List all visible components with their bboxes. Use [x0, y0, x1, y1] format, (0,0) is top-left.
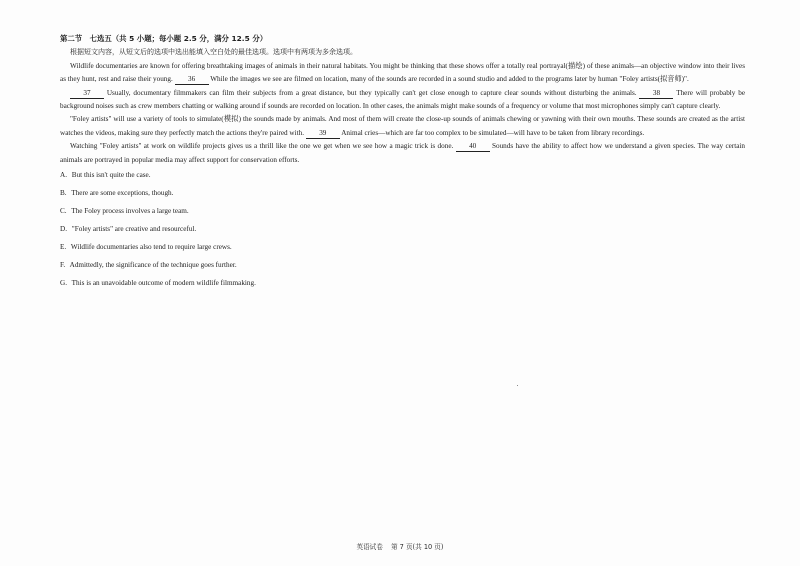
option-e: [60, 241, 745, 254]
option-letter: A.: [60, 171, 67, 180]
section-header: 第二节 七选五（共 5 小题；每小题 2.5 分，满分 12.5 分）: [60, 34, 268, 43]
blank-37: 37: [70, 88, 104, 99]
option-g: [60, 277, 745, 290]
option-letter: D.: [60, 224, 67, 233]
paragraph-text: "Foley artists" will use a variety of tools to simulate(模拟) the sounds made by animals. And most of them will create the close-up sounds of animals chewing or yawning with their own mouths. These sounds are created as the artist watches the videos, making sure they perfectly match the actions they're paired with.: [60, 115, 745, 137]
exam-content: [60, 32, 745, 294]
answer-options: [60, 169, 745, 290]
option-b: [60, 187, 745, 200]
paragraph-text: Animal cries—which are far too complex to be simulated—will have to be taken from library recordings.: [341, 128, 645, 137]
passage-paragraph-3: [60, 113, 745, 140]
option-f: [60, 259, 745, 272]
footer-subject: 英语试卷: [356, 543, 383, 551]
option-letter: B.: [60, 188, 67, 197]
option-d: [60, 223, 745, 236]
paragraph-text: Sounds have the ability to affect how we understand a given species. The way certain animals are portrayed in popular media may affect support for conservation efforts.: [60, 142, 746, 164]
paragraph-text: There will probably be background noises such as crew members chatting or walking around if sounds are recorded on location. In other cases, the animals might make sounds of a frequency or volume that most microphones simply can't capture clearly.: [60, 88, 746, 111]
passage-paragraph-1: [60, 60, 745, 87]
paragraph-text: While the images we see are filmed on location, many of the sounds are recorded in a sound studio and added to the programs later by human "Foley artists(拟音师)".: [210, 75, 689, 84]
blank-36: 36: [175, 74, 209, 85]
scan-speck: [517, 385, 518, 386]
option-letter: G.: [60, 278, 67, 287]
blank-38: 38: [639, 88, 673, 99]
paragraph-text: Watching "Foley artists" at work on wildlife projects gives us a thrill like the one we get when we see how a magic trick is done.: [70, 142, 454, 151]
option-text: But this isn't quite the case.: [71, 171, 151, 180]
option-letter: C.: [60, 206, 67, 215]
paragraph-text: Wildlife documentaries are known for offering breathtaking images of animals in their natural habitats. You might be thinking that these shows offer a totally real portrayal(描绘) of these animals—an objective window into their lives as they hunt, rest and raise their young.: [60, 61, 745, 84]
passage-paragraph-2: [60, 87, 745, 114]
option-text: This is an unavoidable outcome of modern wildlife filmmaking.: [71, 278, 256, 287]
page-footer: [0, 541, 800, 551]
option-text: Wildlife documentaries also tend to require large crews.: [70, 242, 232, 251]
option-a: [60, 169, 745, 182]
option-text: Admittedly, the significance of the technique goes further.: [69, 260, 237, 269]
footer-page-number: 第 7 页(共 10 页): [390, 543, 444, 551]
option-text: There are some exceptions, though.: [71, 188, 174, 197]
instructions: 根据短文内容，从短文后的选项中选出能填入空白处的最佳选项。选项中有两项为多余选项。: [70, 48, 357, 57]
option-text: "Foley artists" are creative and resourceful.: [71, 224, 197, 233]
option-letter: E.: [60, 242, 67, 251]
option-text: The Foley process involves a large team.: [71, 206, 189, 215]
option-c: [60, 205, 745, 218]
paragraph-text: Usually, documentary filmmakers can film their subjects from a great distance, but they typically can't get close enough to capture clear sounds without disturbing the animals.: [106, 88, 637, 97]
blank-39: 39: [306, 128, 340, 139]
passage-paragraph-4: [60, 140, 745, 167]
blank-40: 40: [456, 141, 490, 152]
option-letter: F.: [60, 260, 66, 269]
